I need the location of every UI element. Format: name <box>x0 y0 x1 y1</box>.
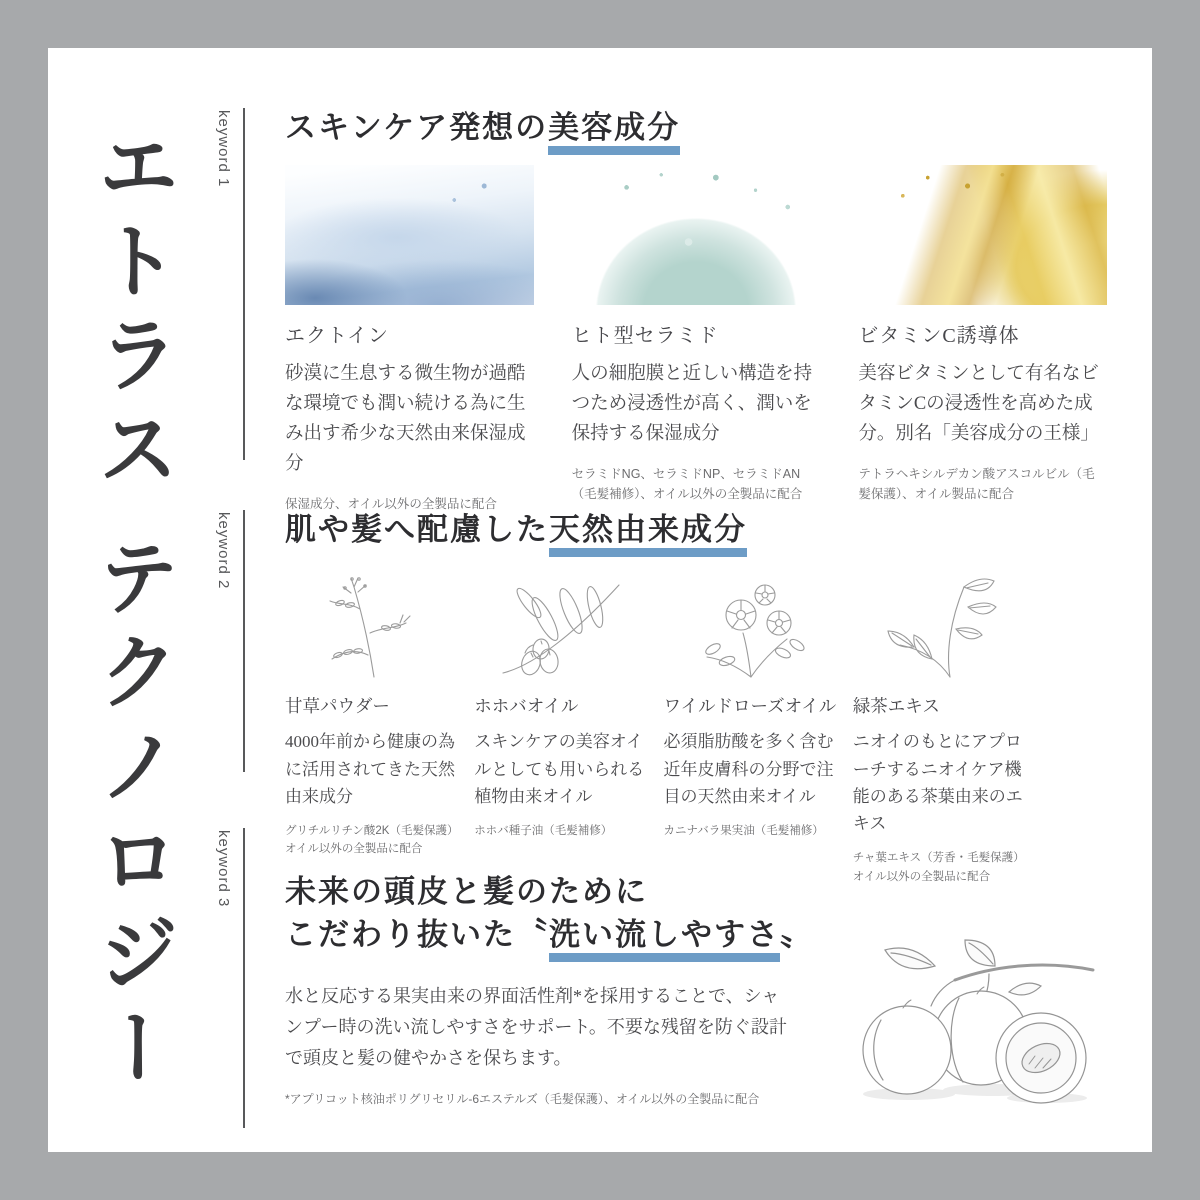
keyword-1-gutter <box>213 106 285 514</box>
ingredient-note: ホホバ種子油（毛髪補修） <box>474 824 613 837</box>
jojoba-branch-sketch <box>474 569 648 681</box>
keyword-2-divider-line <box>243 510 245 772</box>
section-1-heading-plain: スキンケア発想の <box>285 110 549 145</box>
ingredient-licorice <box>285 693 459 886</box>
section-1-heading-underlined: 美容成分 <box>548 110 680 155</box>
ingredient-jojoba <box>474 693 648 886</box>
ingredient-description: スキンケアの美容オイルとしても用いられる植物由来オイル <box>474 732 645 806</box>
ingredient-note: 保湿成分、オイル以外の全製品に配合 <box>285 497 497 512</box>
section-3-content <box>285 870 1107 1107</box>
ingredient-title: ワイルドローズオイル <box>663 696 837 717</box>
ingredient-note: カニナバラ果実油（毛髪補修） <box>663 824 824 837</box>
section-3-description: 水と反応する果実由来の界面活性剤*を採用することで、シャンプー時の洗い流しやすさをサポート。不要な残留を防ぐ設計で頭皮と髪の健やかさを保ちます。 <box>285 985 787 1068</box>
ingredient-description: 砂漠に生息する微生物が過酷な環境でも潤い続ける為に生み出す希少な天然由来保湿成分 <box>285 364 526 475</box>
ingredient-description: 人の細胞膜と近しい構造を持つため浸透性が高く、潤いを保持する保湿成分 <box>571 364 813 445</box>
section-keyword-1 <box>213 106 1107 514</box>
keyword-3-gutter <box>213 830 285 1107</box>
section-3-heading-underlined: 洗い流しやすさ <box>549 917 780 962</box>
ingredient-title: 緑茶エキス <box>852 696 940 717</box>
section-1-photo-row <box>285 165 1107 305</box>
ingredient-description: 美容ビタミンとして有名なビタミンCの浸透性を高めた成分。別名「美容成分の王様」 <box>858 364 1099 445</box>
ingredient-note: チャ葉エキス（芳香・毛髪保護）オイル以外の全製品に配合 <box>852 852 1025 883</box>
ingredient-wild-rose <box>664 693 838 886</box>
ingredient-title: 甘草パウダー <box>285 696 390 717</box>
ingredient-note: グリチルリチン酸2K（毛髪保護）オイル以外の全製品に配合 <box>285 824 459 856</box>
ingredient-description: 必須脂肪酸を多く含む近年皮膚科の分野で注目の天然由来オイル <box>663 732 834 806</box>
section-2-content <box>285 508 1107 886</box>
section-2-heading-plain: 肌や髪へ配慮した <box>285 512 549 547</box>
ingredient-description: ニオイのもとにアプローチするニオイケア機能のある茶葉由来のエキス <box>852 732 1023 833</box>
ingredient-title: ホホバオイル <box>474 696 579 717</box>
keyword-3-divider-line <box>243 828 245 1128</box>
wild-rose-sketch <box>664 569 838 681</box>
section-3-heading-close-quote: 〟 <box>780 917 813 953</box>
section-1-columns <box>285 319 1107 514</box>
section-3-heading-line1: 未来の頭皮と髪のために <box>285 874 648 909</box>
section-2-heading <box>285 508 1107 551</box>
oil-swirl-photo <box>858 165 1107 305</box>
ingredient-title: エクトイン <box>285 325 389 348</box>
keyword-2-label: keyword 2 <box>215 512 232 590</box>
water-splash-photo <box>285 165 534 305</box>
ingredient-title: ビタミンC誘導体 <box>858 325 1020 348</box>
keyword-1-divider-line <box>243 108 245 460</box>
ingredient-note: テトラヘキシルデカン酸アスコルビル（毛髪保護）、オイル製品に配合 <box>858 467 1095 502</box>
section-2-sketch-row <box>285 569 1027 681</box>
ingredient-title: ヒト型セラミド <box>571 325 719 348</box>
ingredient-vitamin-c <box>858 319 1107 514</box>
section-2-columns <box>285 693 1027 886</box>
section-1-heading <box>285 106 1107 149</box>
card <box>48 48 1152 1152</box>
section-2-heading-underlined: 天然由来成分 <box>549 512 747 557</box>
keyword-3-label: keyword 3 <box>215 830 232 908</box>
ingredient-ceramide <box>572 319 821 514</box>
ingredient-ectoin <box>285 319 534 514</box>
licorice-plant-sketch <box>285 569 459 681</box>
ingredient-note: セラミドNG、セラミドNP、セラミドAN（毛髪補修）、オイル以外の全製品に配合 <box>571 467 803 502</box>
brand-vertical-title: エトラス テクノロジー <box>86 124 178 1099</box>
keyword-1-label: keyword 1 <box>215 110 232 188</box>
apricot-fruit-sketch <box>843 934 1105 1114</box>
green-tea-sketch <box>853 569 1027 681</box>
gel-droplet-photo <box>572 165 821 305</box>
section-1-content <box>285 106 1107 514</box>
section-3-text-block <box>285 981 793 1107</box>
ingredient-description: 4000年前から健康の為に活用されてきた天然由来成分 <box>285 732 455 806</box>
section-3-heading-line2-plain: こだわり抜いた〝 <box>285 917 549 953</box>
ingredient-green-tea <box>853 693 1027 886</box>
section-keyword-2 <box>213 508 1107 886</box>
section-3-footnote: *アプリコット核油ポリグリセリル-6エステルズ（毛髪保護）、オイル以外の全製品に配合 <box>285 1091 760 1106</box>
